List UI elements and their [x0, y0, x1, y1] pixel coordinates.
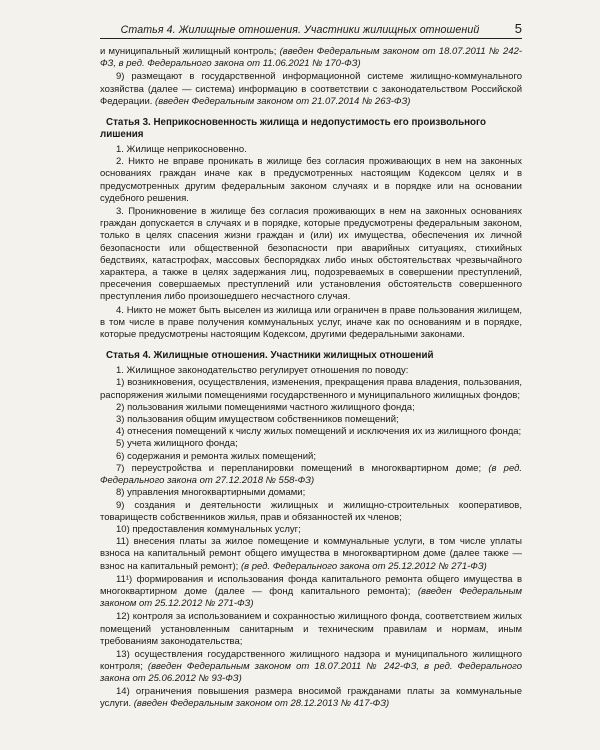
paragraph-text: 13) осуществления государственного жилищного надзора и муниципального жилищного контроля; [100, 648, 522, 673]
list-item-14 [100, 686, 522, 710]
article-3-paragraph-1: 1. Жилище неприкосновенно. [116, 144, 247, 156]
page-number: 5 [514, 21, 522, 36]
list-item-12: 12) контроля за использованием и сохранностью жилищного фонда, соответствием жилых помещений установленным санитарным и техническим правилам и нормам, иным требованиям законодательства; [100, 611, 522, 647]
article-3-paragraph-2: 2. Никто не вправе проникать в жилище без согласия проживающих в нем на законных основаниях граждан иначе как в предусмотренных настоящим Кодексом целях и в предусмотренных другим федеральным законом случаях и в порядке или на основании судебного решения. [100, 156, 522, 204]
list-item-4: 4) отнесения помещений к числу жилых помещений и исключения их из жилищного фонда; [116, 426, 522, 438]
list-item-2: 2) пользования жилыми помещениями частного жилищного фонда; [116, 401, 415, 413]
article-4-intro: 1. Жилищное законодательство регулирует отношения по поводу: [116, 365, 409, 377]
amendment-note: (в ред. Федерального закона от 25.12.2012 № 271-ФЗ) [240, 560, 487, 572]
list-item-11 [100, 536, 522, 573]
amendment-note: (введен Федеральным законом от 25.12.2012 № 271-ФЗ) [100, 585, 522, 610]
amendment-note: (введен Федеральным законом от 28.12.2013 № 417-ФЗ) [133, 697, 390, 709]
paragraph-text: 14) ограничения повышения размера вносимой гражданами платы за коммунальные услуги. [100, 685, 522, 709]
amendment-note: (введен Федеральным законом от 18.07.2011 № 242-ФЗ, в ред. Федерального закона от 11.06.2021 № 170-ФЗ) [100, 46, 523, 70]
paragraph-text: 11¹) формирования и использования фонда капитального ремонта общего имущества в многоквартирном доме (далее — фонд капитального ремонта); [100, 573, 522, 597]
paragraph-text: и муниципальный жилищный контроль; [100, 46, 277, 57]
article-3-paragraph-4: 4. Никто не может быть выселен из жилища или ограничен в праве пользования жилищем, в том числе в праве получения коммунальных услуг, иначе как по основаниям и в порядке, которые предусмотрены настоящим Кодексом, другими федеральными законами. [100, 304, 522, 341]
paragraph-item-9 [100, 71, 522, 108]
paragraph-text: 7) переустройства и перепланировки помещений в многоквартирном доме; [116, 462, 482, 474]
amendment-note: (введен Федеральным законом от 21.07.2014 № 263-ФЗ) [155, 95, 411, 107]
list-item-6: 6) содержания и ремонта жилых помещений; [116, 450, 317, 462]
list-item-3: 3) пользования общим имуществом собственников помещений; [116, 414, 399, 426]
page-body [100, 46, 522, 710]
page-header [100, 14, 522, 39]
list-item-5: 5) учета жилищного фонда; [116, 438, 238, 450]
list-item-1: 1) возникновения, осуществления, изменения, прекращения права владения, пользования, распоряжения жилыми помещениями государственного и муниципального жилищных фондов; [100, 377, 522, 401]
amendment-note: (в ред. Федерального закона от 27.12.2018 № 558-ФЗ) [100, 462, 523, 487]
paragraph-text: 9) размещают в государственной информационной системе жилищно-коммунального хозяйства (далее — система) информацию в соответствии с законодательством Российской Федерации. [100, 71, 522, 107]
list-item-8: 8) управления многоквартирными домами; [116, 487, 306, 499]
list-item-10: 10) предоставления коммунальных услуг; [116, 523, 301, 535]
list-item-7 [100, 463, 522, 487]
list-item-9: 9) создания и деятельности жилищных и жилищно-строительных кооперативов, товариществ собственников жилья, прав и обязанностей их членов; [100, 499, 522, 523]
paragraph-text: 11) внесения платы за жилое помещение и коммунальные услуги, в том числе уплаты взноса на капитальный ремонт общего имущества в многоквартирном доме (далее также — взнос на капитальный ремонт); [100, 536, 522, 572]
article-3-paragraph-3: 3. Проникновение в жилище без согласия проживающих в нем на законных основаниях граждан допускается в случаях и в порядке, которые предусмотрены федеральным законом, только в целях спасения жизни граждан и (или) их имущества, обеспечения их личной безопасности или общественной безопасности при аварийных ситуациях, стихийных бедствиях, катастрофах, массовых беспорядках либо иных обстоятельствах чрезвычайного характера, а также в целях задержания лиц, подозреваемых в совершении преступлений, пресечения совершаемых преступлений или установления обстоятельств совершенного преступления либо произошедшего несчастного случая. [100, 206, 522, 303]
paragraph-continuation [100, 46, 522, 70]
amendment-note: (введен Федеральным законом от 18.07.2011 № 242-ФЗ, в ред. Федерального закона от 25.06.2012 № 93-ФЗ) [100, 661, 522, 685]
article-4-title: Статья 4. Жилищные отношения. Участники жилищных отношений [106, 350, 434, 362]
list-item-13 [100, 649, 522, 686]
article-3-title: Статья 3. Неприкосновенность жилища и недопустимость его произвольного лишения [100, 117, 486, 141]
list-item-11-1 [100, 574, 522, 611]
running-head: Статья 4. Жилищные отношения. Участники жилищных отношений [120, 24, 480, 36]
